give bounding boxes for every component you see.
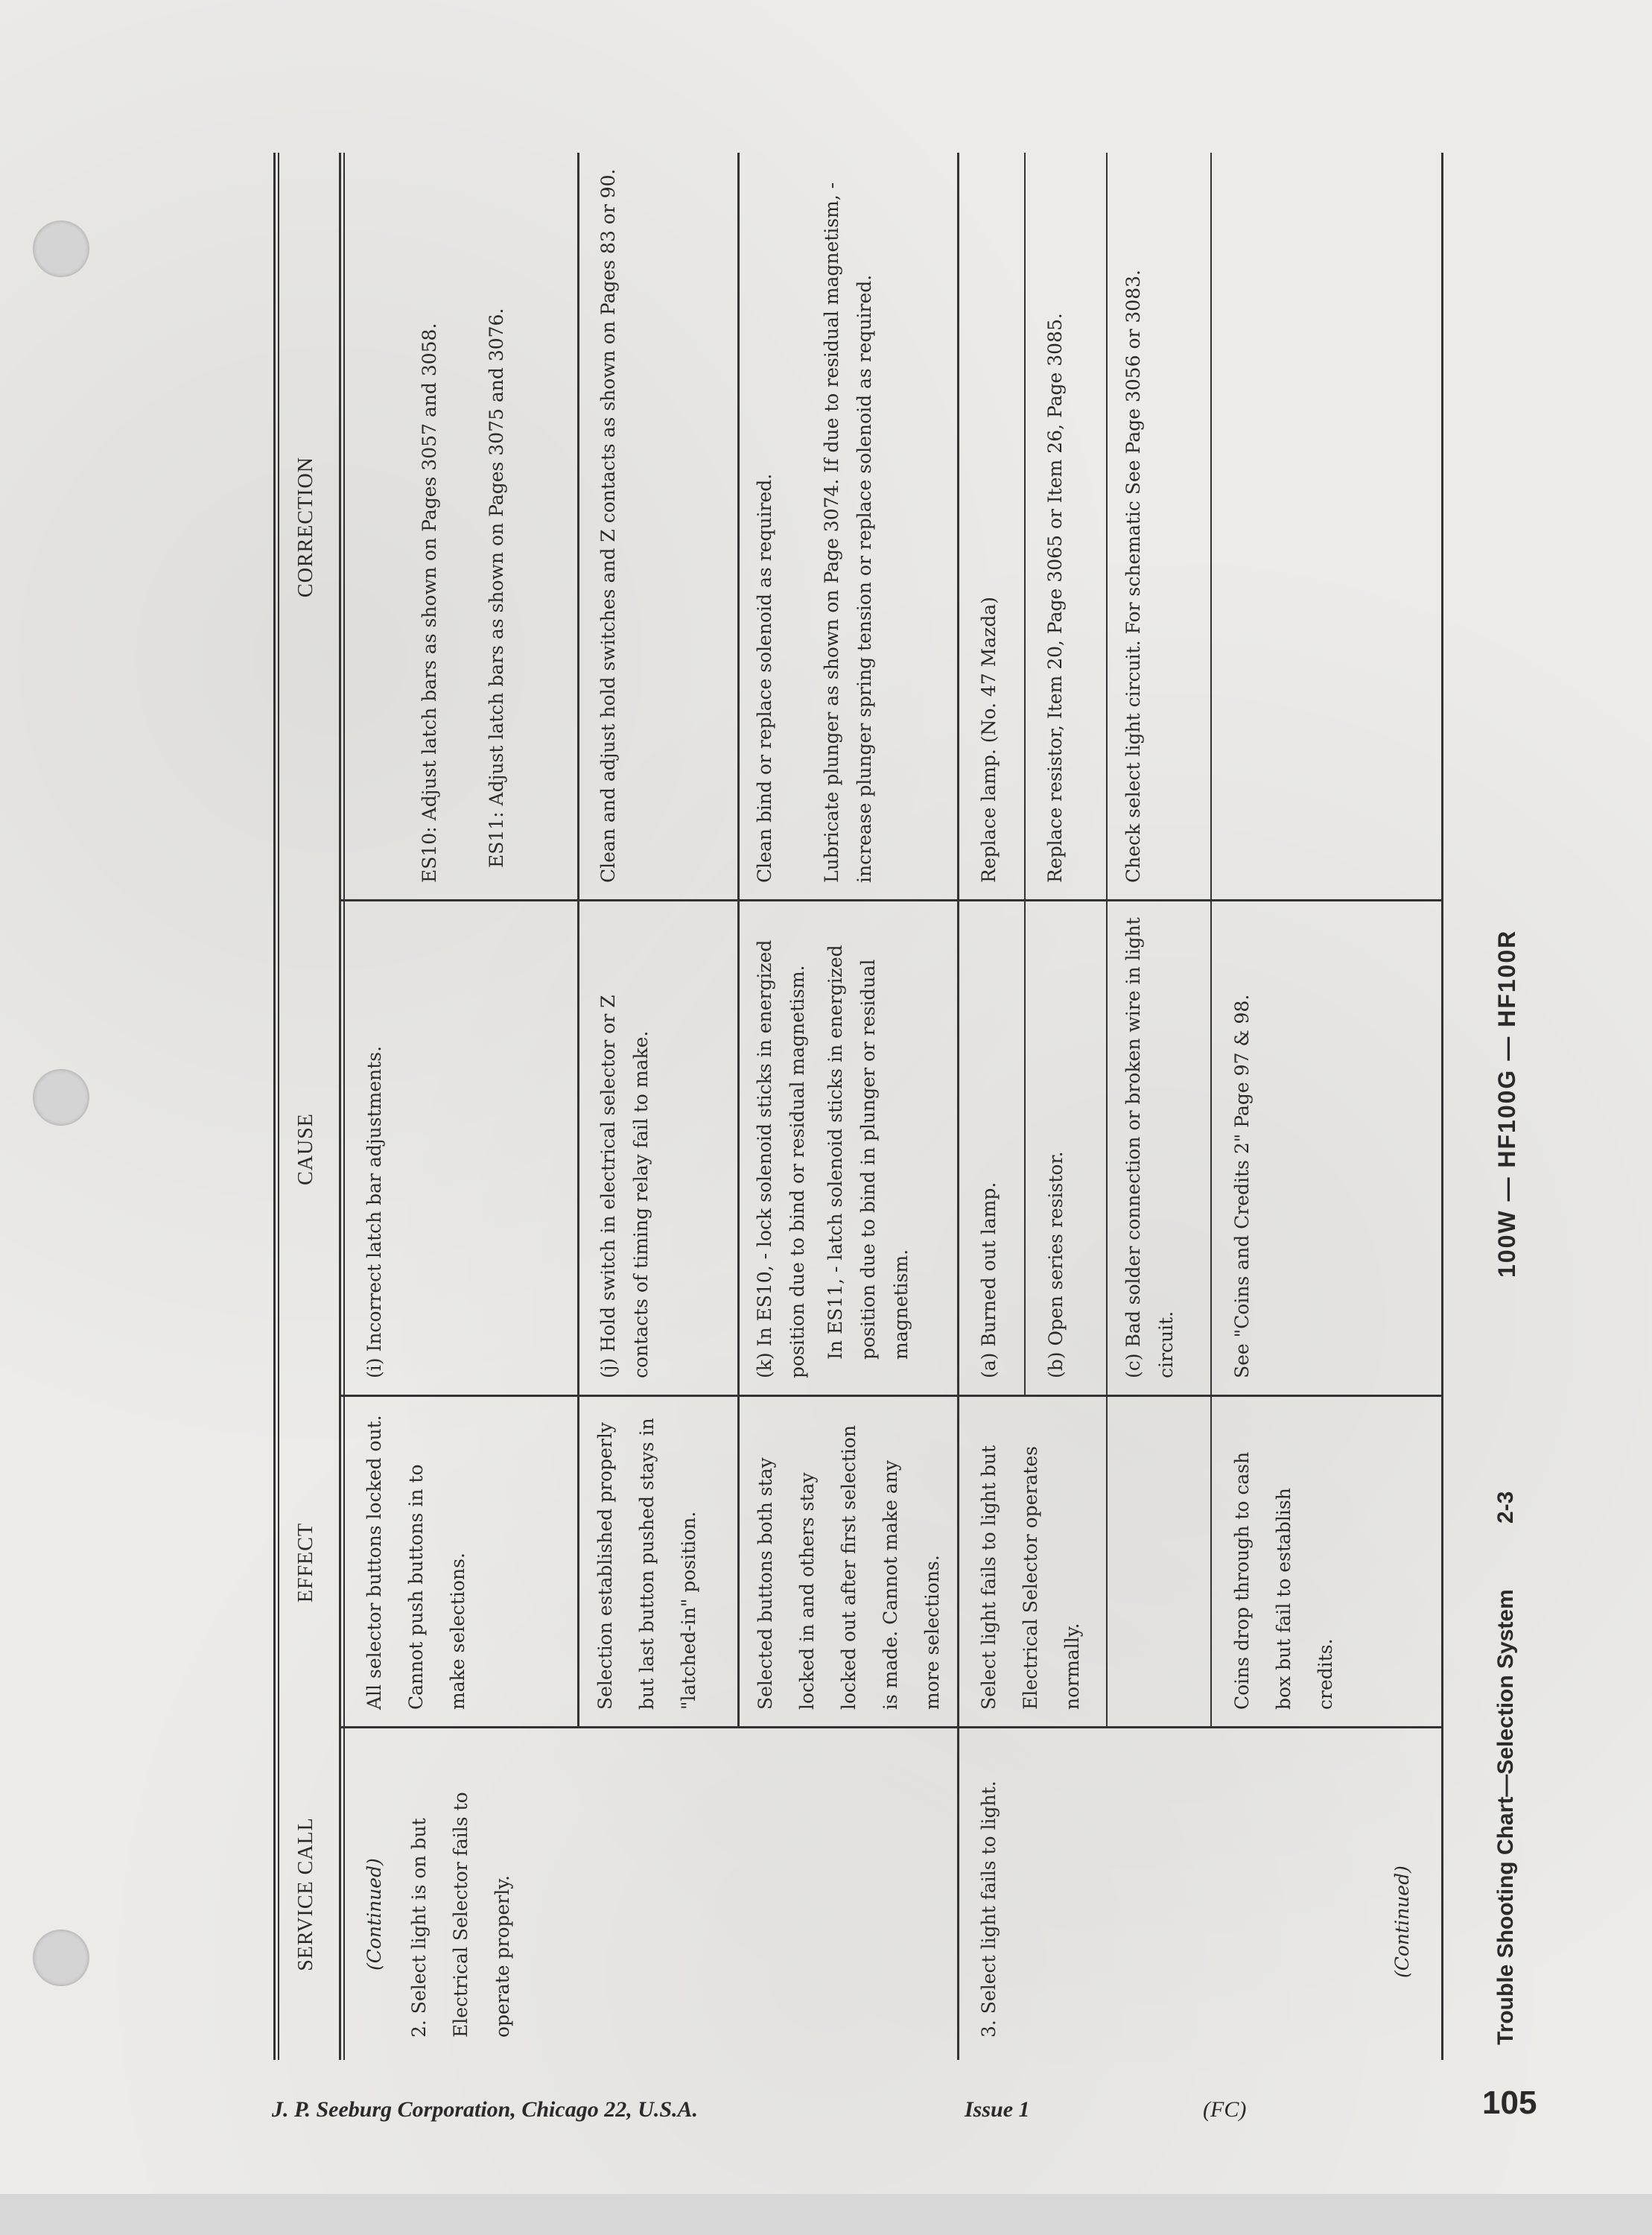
correction-2i-a: ES10: Adjust latch bars as shown on Pages 3057 and 3058. (419, 323, 440, 883)
company-name: J. P. Seeburg Corporation, Chicago 22, U.S.A. (272, 2097, 699, 2122)
effect-2i: All selector buttons locked out. Cannot push buttons in to make selections. (363, 1415, 468, 1710)
col-divider-3 (339, 899, 1441, 901)
chart-title: Trouble Shooting Chart—Selection System (1493, 1589, 1518, 2045)
cause-3c: (c) Bad solder connection or broken wire in light circuit. (1122, 917, 1177, 1378)
cause-2k-a: (k) In ES10, - lock solenoid sticks in energized position due to bind or residual magnetism. (754, 939, 808, 1378)
header-rule-top-2 (278, 153, 279, 2060)
effect-2j: Selection established properly but last button pushed stays in "latched-in" position. (594, 1418, 699, 1710)
binder-hole-bottom (33, 1930, 89, 1986)
continued-bottom: (Continued) (1391, 1865, 1413, 1978)
header-cause: CAUSE (294, 1113, 317, 1185)
effect-2k: Selected buttons both stay locked in and others stay locked out after first selection is made. Cannot make any more selections. (754, 1424, 943, 1710)
correction-2i-b: ES11: Adjust latch bars as shown on Pages 3075 and 3076. (486, 308, 507, 868)
issue-label: Issue 1 (965, 2097, 1030, 2122)
cause-3a: (a) Burned out lamp. (978, 1182, 1000, 1378)
row-divider-5 (1210, 153, 1212, 1728)
rotated-chart (264, 153, 1575, 2060)
row-divider-4 (1106, 153, 1108, 1728)
form-code: (FC) (1203, 2097, 1247, 2122)
cause-3d: See "Coins and Credits 2" Page 97 & 98. (1231, 994, 1253, 1378)
row-divider-2 (737, 153, 740, 1728)
correction-2j: Clean and adjust hold switches and Z contacts as shown on Pages 83 or 90. (597, 168, 619, 883)
section-divider (957, 153, 959, 2060)
binder-hole-middle (33, 1069, 89, 1126)
cause-2k-b: In ES11, - latch solenoid sticks in energized position due to bind in plunger or residual magnetism. (825, 945, 912, 1360)
correction-3a: Replace lamp. (No. 47 Mazda) (978, 597, 1000, 883)
service-call-3: 3. Select light fails to light. (978, 1781, 1000, 2038)
effect-3b: Coins drop through to cash box but fail to establish credits. (1231, 1451, 1336, 1710)
model-numbers: 100W — HF100G — HF100R (1493, 929, 1520, 1278)
header-rule-bottom (339, 153, 341, 2060)
header-rule-bottom-2 (343, 153, 345, 2060)
header-rule-top (273, 153, 276, 2060)
header-service-call: SERVICE CALL (294, 1817, 317, 1971)
scan-bottom-strip (0, 2194, 1652, 2235)
effect-3a: Select light fails to light but Electrical Selector operates normally. (978, 1445, 1083, 1710)
correction-3b: Replace resistor, Item 20, Page 3065 or Item 26, Page 3085. (1044, 313, 1066, 883)
header-correction: CORRECTION (294, 457, 317, 597)
col-divider-1 (339, 1726, 1441, 1728)
col-divider-2 (339, 1395, 1441, 1397)
correction-2k-b: Lubricate plunger as shown on Page 3074. If due to residual magnetism, - increase plunger spring tension or replace solenoid as required. (821, 182, 875, 883)
row-divider-3 (1024, 153, 1026, 1397)
cause-2i: (i) Incorrect latch bar adjustments. (363, 1045, 385, 1378)
service-call-2: 2. Select light is on but Electrical Selector fails to operate properly. (408, 1792, 513, 2038)
header-effect: EFFECT (294, 1522, 317, 1603)
correction-2k-a: Clean bind or replace solenoid as required. (754, 473, 775, 883)
page-number: 105 (1482, 2085, 1537, 2121)
row-divider-1 (577, 153, 579, 1728)
cause-2j: (j) Hold switch in electrical selector or Z contacts of timing relay fail to make. (597, 995, 652, 1378)
table-bottom-rule (1441, 153, 1443, 2060)
cause-3b: (b) Open series resistor. (1045, 1151, 1067, 1378)
section-number: 2-3 (1493, 1491, 1518, 1524)
correction-3c: Check select light circuit. For schematic See Page 3056 or 3083. (1122, 270, 1144, 883)
continued-label: (Continued) (363, 1858, 385, 1971)
trouble-shooting-table (264, 153, 1575, 2060)
binder-hole-top (33, 221, 89, 277)
